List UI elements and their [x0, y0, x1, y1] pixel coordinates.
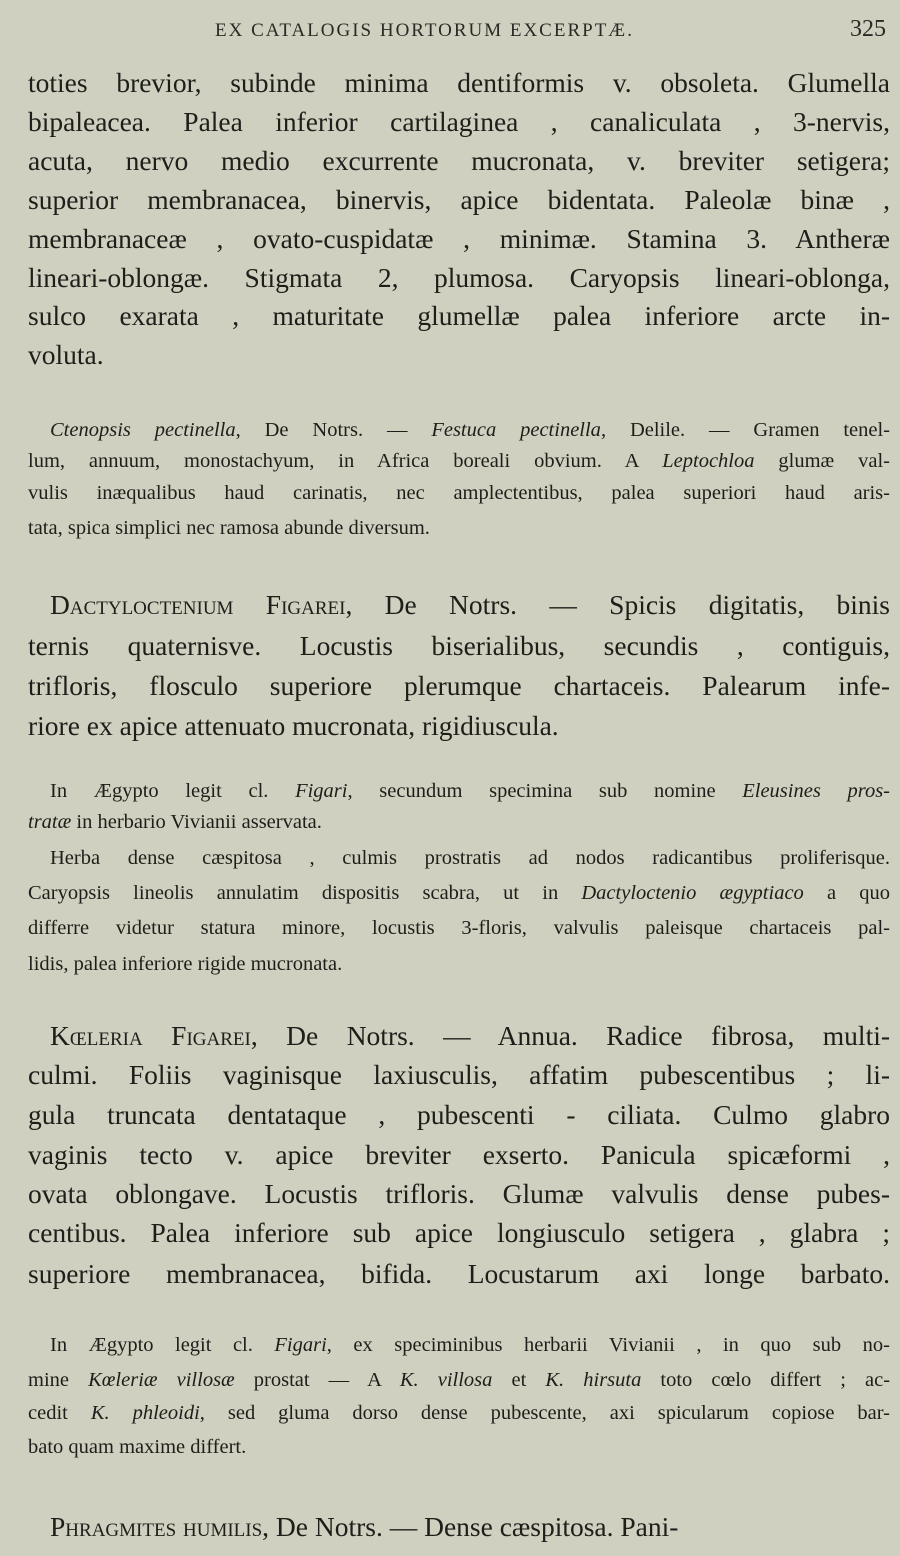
text-line: [28, 258, 890, 298]
note-line: [28, 776, 890, 806]
running-title: EX CATALOGIS HORTORUM EXCERPTÆ.: [215, 20, 634, 41]
text-segment: acuta, nervo medio excurrente mucronata, v. breviter setigera;: [28, 145, 890, 176]
text-line: [28, 1213, 890, 1253]
species-name: Phragmites humilis: [50, 1511, 263, 1542]
text-segment: , De Notrs. —: [235, 419, 432, 441]
text-segment: toto cœlo differt ; ac-: [641, 1369, 891, 1391]
note-line: [28, 446, 890, 476]
text-segment: membranaceæ , ovato-cuspidatæ , minimæ. Stamina 3. Antheræ: [28, 223, 890, 254]
text-segment: vulis inæqualibus haud carinatis, nec amplectentibus, palea superiori haud aris-: [28, 482, 890, 504]
text-line: [28, 1254, 890, 1294]
text-segment: bato quam maxime differt.: [28, 1436, 247, 1458]
page-number: 325: [850, 16, 886, 42]
italic-text: K. hirsuta: [545, 1369, 642, 1391]
text-segment: centibus. Palea inferiore sub apice longiusculo setigera , glabra ;: [28, 1217, 890, 1248]
note-line: [28, 878, 890, 908]
text-segment: trifloris, flosculo superiore plerumque chartaceis. Palearum infe-: [28, 670, 890, 701]
text-segment: culmi. Foliis vaginisque laxiusculis, affatim pubescentibus ; li-: [28, 1059, 890, 1090]
text-segment: lidis, palea inferiore rigide mucronata.: [28, 953, 343, 975]
text-segment: ovata oblongave. Locustis trifloris. Glumæ valvulis dense pubes-: [28, 1178, 890, 1209]
text-segment: prostat — A: [234, 1369, 400, 1391]
text-segment: Herba dense cæspitosa , culmis prostratis ad nodos radicantibus proliferisque.: [50, 847, 890, 869]
italic-text: Dactyloctenio ægyptiaco: [581, 882, 804, 904]
text-line: [28, 63, 890, 103]
text-line: [28, 585, 890, 625]
note-line: [28, 807, 890, 837]
text-line: [28, 666, 890, 706]
note-line: [28, 513, 890, 543]
text-segment: tata, spica simplici nec ramosa abunde diversum.: [28, 517, 430, 539]
species-name: Kœleria Figarei: [50, 1020, 251, 1051]
text-segment: lum, annuum, monostachyum, in Africa boreali obvium. A: [28, 450, 663, 472]
text-segment: mine: [28, 1369, 89, 1391]
text-segment: bipaleacea. Palea inferior cartilaginea , canaliculata , 3-nervis,: [28, 106, 890, 137]
text-segment: riore ex apice attenuato mucronata, rigidiuscula.: [28, 710, 559, 741]
text-line: [28, 1507, 890, 1547]
text-line: [28, 626, 890, 666]
text-segment: toties brevior, subinde minima dentiformis v. obsoleta. Glumella: [28, 67, 890, 98]
text-line: [28, 706, 890, 746]
italic-text: tratæ: [28, 811, 72, 833]
italic-text: Figari: [274, 1334, 327, 1356]
text-segment: voluta.: [28, 339, 104, 370]
text-segment: , ex speciminibus herbarii Vivianii , in quo sub no-: [326, 1334, 890, 1356]
text-segment: superior membranacea, binervis, apice bidentata. Paleolæ binæ ,: [28, 184, 890, 215]
text-segment: cedit: [28, 1402, 91, 1424]
text-line: [28, 1095, 890, 1135]
text-line: [28, 1055, 890, 1095]
text-segment: In Ægypto legit cl.: [50, 780, 296, 802]
text-segment: In Ægypto legit cl.: [50, 1334, 275, 1356]
text-segment: , sed gluma dorso dense pubescente, axi spicularum copiose bar-: [199, 1402, 890, 1424]
text-segment: gula truncata dentataque , pubescenti - ciliata. Culmo glabro: [28, 1099, 890, 1130]
italic-text: Festuca pectinella: [431, 419, 601, 441]
text-segment: superiore membranacea, bifida. Locustarum axi longe barbato.: [28, 1258, 890, 1289]
text-segment: in herbario Vivianii asservata.: [71, 811, 322, 833]
italic-text: Kœleriæ villosæ: [88, 1369, 235, 1391]
note-line: [28, 415, 890, 445]
text-line: [28, 1016, 890, 1056]
note-line: [28, 1330, 890, 1360]
italic-text: Ctenopsis pectinella: [50, 419, 236, 441]
text-line: [28, 219, 890, 259]
text-segment: sulco exarata , maturitate glumellæ palea inferiore arcte in-: [28, 300, 890, 331]
note-line: [28, 843, 890, 873]
note-line: [28, 478, 890, 508]
note-line: [28, 1432, 890, 1462]
text-segment: , Delile. — Gramen tenel-: [600, 419, 890, 441]
italic-text: Leptochloa: [662, 450, 755, 472]
note-line: [28, 913, 890, 943]
text-segment: Caryopsis lineolis annulatim dispositis scabra, ut in: [28, 882, 582, 904]
text-segment: lineari-oblongæ. Stigmata 2, plumosa. Caryopsis lineari-oblonga,: [28, 262, 890, 293]
text-segment: , De Notrs. — Dense cæspitosa. Pani-: [262, 1511, 679, 1542]
text-segment: a quo: [803, 882, 890, 904]
note-line: [28, 1365, 890, 1395]
text-segment: , secundum specimina sub nomine: [347, 780, 743, 802]
text-line: [28, 296, 890, 336]
text-segment: vaginis tecto v. apice breviter exserto. Panicula spicæformi ,: [28, 1139, 890, 1170]
text-line: [28, 102, 890, 142]
text-segment: , De Notrs. — Annua. Radice fibrosa, multi-: [250, 1020, 891, 1051]
text-line: [28, 1174, 890, 1214]
italic-text: Figari: [295, 780, 348, 802]
text-line: [28, 1135, 890, 1175]
italic-text: K. villosa: [399, 1369, 493, 1391]
text-segment: glumæ val-: [754, 450, 891, 472]
note-line: [28, 1398, 890, 1428]
italic-text: K. phleoidi: [90, 1402, 200, 1424]
text-segment: et: [492, 1369, 546, 1391]
text-line: [28, 141, 890, 181]
note-line: [28, 949, 890, 979]
text-line: [28, 180, 890, 220]
text-segment: ternis quaternisve. Locustis biserialibus, secundis , contiguis,: [28, 630, 890, 661]
text-segment: , De Notrs. — Spicis digitatis, binis: [345, 589, 890, 620]
italic-text: Eleusines pros-: [742, 780, 891, 802]
species-name: Dactyloctenium Figarei: [50, 589, 346, 620]
text-line: [28, 335, 890, 375]
text-segment: differre videtur statura minore, locustis 3-floris, valvulis paleisque chartaceis pal-: [28, 917, 890, 939]
